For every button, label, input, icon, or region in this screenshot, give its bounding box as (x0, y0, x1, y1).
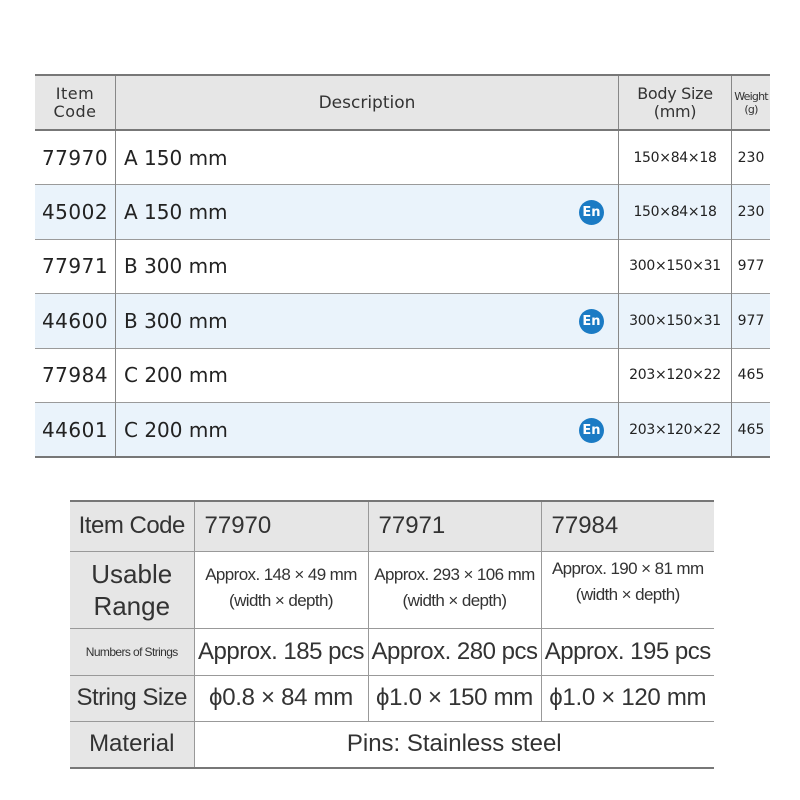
spec-row-strings (70, 628, 714, 675)
item-code-cell: 44600 (35, 294, 116, 349)
spec-label-item-code: Item Code (70, 501, 194, 551)
body-size-cell: 203×120×22 (619, 348, 732, 403)
body-size-cell: 300×150×31 (619, 294, 732, 349)
header-body-size: Body Size (mm) (619, 75, 732, 130)
product-list-header-row (35, 75, 770, 130)
spec-code-cell: 77970 (194, 501, 368, 551)
material-cell: Pins: Stainless steel (346, 730, 562, 758)
english-badge-icon: En (579, 309, 604, 334)
description-cell: C 200 mm En (116, 403, 619, 458)
header-description: Description (116, 75, 619, 130)
weight-cell: 977 (737, 258, 765, 275)
strings-count-cell: Approx. 185 pcs (194, 628, 368, 675)
table-row (35, 130, 770, 185)
spec-code-cell: 77971 (368, 501, 541, 551)
header-item-code: Item Code (35, 75, 116, 130)
usable-range-cell: Approx. 190 × 81 mm (width × depth) (551, 558, 704, 604)
usable-range-cell: Approx. 293 × 106 mm (width × depth) (368, 551, 541, 628)
string-size-cell: ϕ1.0 × 120 mm (549, 684, 707, 711)
description-cell: A 150 mm En (116, 185, 619, 240)
table-row (35, 239, 770, 294)
strings-count-cell: Approx. 280 pcs (368, 628, 541, 675)
description-cell: A 150 mm (116, 130, 619, 185)
string-size-cell: ϕ0.8 × 84 mm (194, 675, 368, 721)
item-code-cell: 44601 (35, 403, 116, 458)
weight-cell: 977 (737, 312, 765, 329)
specification-table (70, 500, 714, 769)
description-cell: B 300 mm En (116, 294, 619, 349)
spec-row-string-size (70, 675, 714, 721)
spec-label-strings: Numbers of Strings (70, 628, 194, 675)
spec-row-item-code (70, 501, 714, 551)
header-weight: Weight (g) (732, 75, 771, 130)
english-badge-icon: En (579, 418, 604, 443)
item-code-cell: 77984 (35, 348, 116, 403)
product-list-table (35, 74, 770, 458)
item-code-cell: 45002 (35, 185, 116, 240)
string-size-cell: ϕ1.0 × 150 mm (368, 675, 541, 721)
english-badge-icon: En (579, 200, 604, 225)
spec-row-usable-range (70, 551, 714, 628)
weight-cell: 230 (737, 203, 765, 220)
body-size-cell: 150×84×18 (619, 130, 732, 185)
spec-row-material (70, 721, 714, 768)
strings-count-cell: Approx. 195 pcs (544, 637, 711, 665)
spec-label-material: Material (70, 721, 194, 768)
product-list-body (35, 130, 770, 457)
table-row (35, 348, 770, 403)
description-cell: C 200 mm (116, 348, 619, 403)
spec-label-usable-range: Usable Range (70, 551, 194, 628)
table-row (35, 403, 770, 458)
spec-code-cell: 77984 (541, 501, 714, 551)
table-row (35, 294, 770, 349)
weight-cell: 230 (737, 149, 765, 166)
body-size-cell: 203×120×22 (619, 403, 732, 458)
table-row (35, 185, 770, 240)
spec-label-string-size: String Size (70, 675, 194, 721)
description-cell: B 300 mm (116, 239, 619, 294)
usable-range-cell: Approx. 148 × 49 mm (width × depth) (194, 551, 368, 628)
weight-cell: 465 (737, 367, 765, 384)
item-code-cell: 77970 (35, 130, 116, 185)
body-size-cell: 150×84×18 (619, 185, 732, 240)
item-code-cell: 77971 (35, 239, 116, 294)
weight-cell: 465 (737, 421, 765, 438)
body-size-cell: 300×150×31 (619, 239, 732, 294)
